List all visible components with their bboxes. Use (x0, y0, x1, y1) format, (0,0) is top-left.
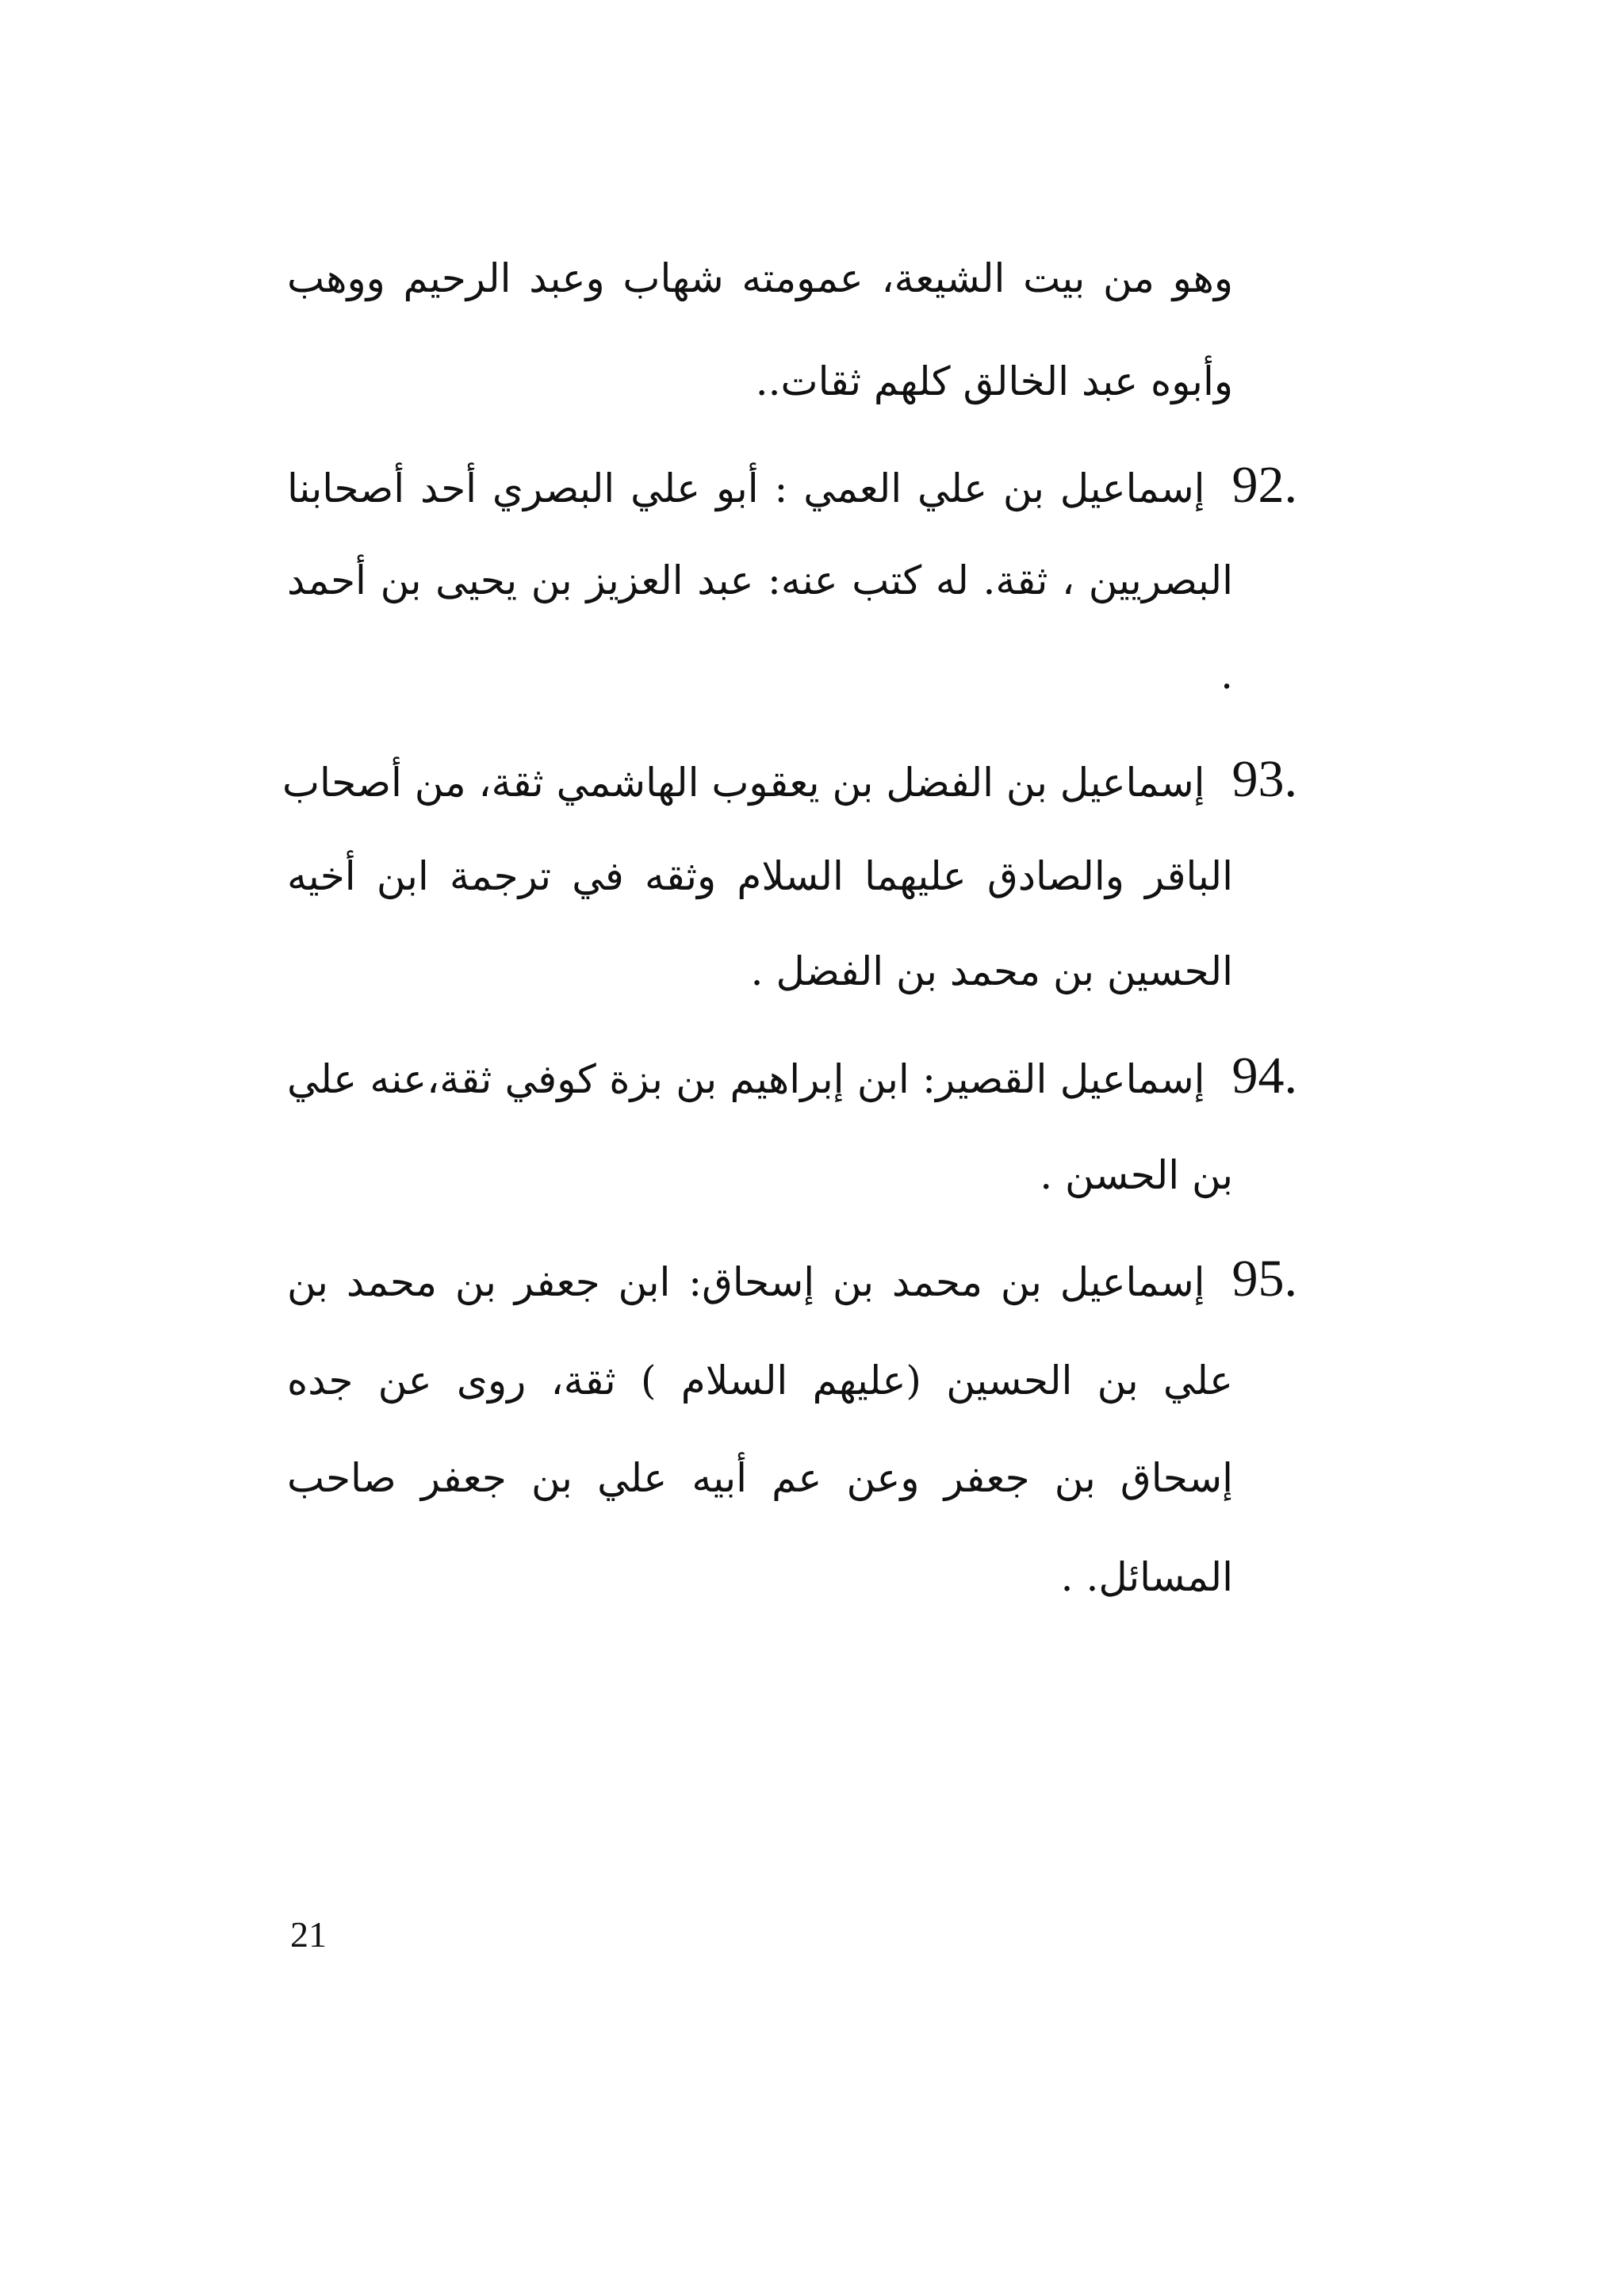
entry-93-first-line (282, 750, 1297, 810)
entry-number: 93. (1231, 750, 1297, 808)
entry-95-line-4: المسائل. . (1060, 1554, 1233, 1600)
entry-92-first-line (287, 458, 1297, 516)
entry-94-first-line (287, 1048, 1297, 1107)
entry-94-line-2: بن الحسن . (1040, 1152, 1233, 1198)
intro-line-1: وهو من بيت الشيعة، عمومته شهاب وعبد الرحيم ووهب (287, 255, 1233, 301)
entry-text: إسماعيل بن محمد بن إسحاق: ابن جعفر بن محمد بن (287, 1259, 1205, 1305)
entry-93-line-2: الباقر والصادق عليهما السلام وثقه في ترجمة ابن أخيه (287, 853, 1233, 899)
entry-95-line-3: إسحاق بن جعفر وعن عم أبيه علي بن جعفر صاحب (287, 1455, 1233, 1501)
entry-number: 94. (1231, 1047, 1297, 1105)
entry-text: إسماعيل بن علي العمي : أبو علي البصري أحد أصحابنا (287, 465, 1205, 511)
entry-92-line-2: البصريين ، ثقة. له كتب عنه: عبد العزيز بن يحيى بن أحمد (287, 557, 1233, 603)
entry-number: 95. (1231, 1250, 1297, 1308)
entry-number: 92. (1231, 456, 1297, 514)
entry-95-line-2: علي بن الحسين (عليهم السلام ) ثقة، روى عن جده (287, 1358, 1233, 1404)
entry-text: إسماعيل القصير: ابن إبراهيم بن بزة كوفي ثقة،عنه علي (287, 1056, 1205, 1102)
entry-92-line-3: . (1220, 652, 1233, 698)
entry-93-line-3: الحسين بن محمد بن الفضل . (750, 948, 1233, 994)
entry-95-first-line (287, 1251, 1297, 1310)
entry-text: إسماعيل بن الفضل بن يعقوب الهاشمي ثقة، من أصحاب (282, 760, 1205, 806)
intro-line-2: وأبوه عبد الخالق كلهم ثقات.. (755, 358, 1233, 404)
page-number: 21 (290, 1914, 327, 1955)
